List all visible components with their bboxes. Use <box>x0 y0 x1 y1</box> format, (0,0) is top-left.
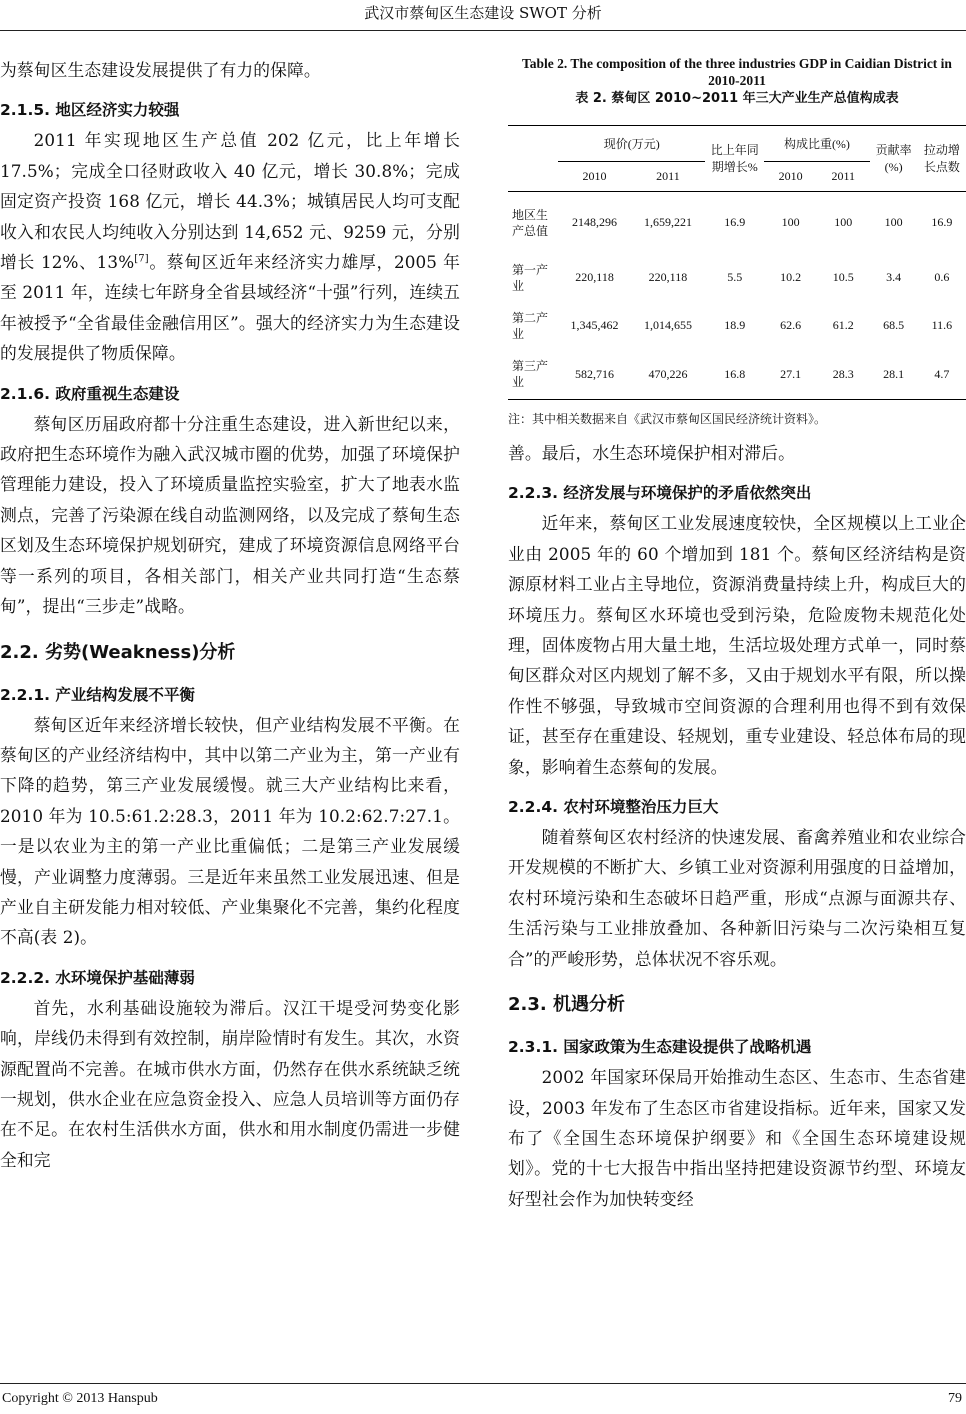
heading-2-3: 2.3. 机遇分析 <box>508 994 625 1016</box>
cell-contribution: 3.4 <box>886 270 902 284</box>
gdp-table <box>508 125 966 400</box>
table-row <box>508 302 966 350</box>
cell-2011: 1,659,221 <box>631 192 706 254</box>
cell-share-2010: 62.6 <box>780 318 802 332</box>
paragraph-continued: 为蔡甸区生态建设发展提供了有力的保障。 <box>0 60 321 80</box>
row-label: 第一产业 <box>512 262 549 293</box>
copyright: Copyright © 2013 Hanspub <box>2 1391 158 1406</box>
cell-share-2011: 61.2 <box>832 318 854 332</box>
cell-yoy: 16.9 <box>705 192 764 254</box>
table-row <box>508 192 966 254</box>
row-label: 第二产业 <box>512 310 549 341</box>
cell-yoy: 16.8 <box>705 350 764 400</box>
header-2011: 2011 <box>656 169 680 183</box>
header-contribution: 贡献率(%) <box>870 126 918 192</box>
footer-rule <box>0 1383 966 1384</box>
cell-pull: 11.6 <box>931 318 953 332</box>
paragraph-2-3-1: 2002 年国家环保局开始推动生态区、生态市、生态省建设，2003 年发布了生态区市省建设指标。近年来，国家又发布了《全国生态环境保护纲要》和《全国生态环境建设规划》。党的十七大报告中指出坚持把建设资源节约型、环境友好型社会作为加快转变经 <box>508 1067 966 1209</box>
heading-2-2: 2.2. 劣势(Weakness)分析 <box>0 641 236 663</box>
heading-2-1-6: 2.1.6. 政府重视生态建设 <box>0 384 180 403</box>
header-share-2010: 2010 <box>778 169 803 183</box>
cell-share-2011: 10.5 <box>832 270 854 284</box>
cell-2011: 220,118 <box>648 270 688 284</box>
header-2010: 2010 <box>582 169 607 183</box>
right-column <box>508 55 966 1214</box>
header-current-price: 现价(万元) <box>558 126 705 162</box>
paragraph-2-1-5-part-b: 。蔡甸区近年来经济实力雄厚，2005 年至 2011 年，连续七年跻身全省县域经济“十强”行列，连续五年被授予“全省最佳金融信用区”。强大的经济实力为生态建设的发展提供了物质保障。 <box>0 252 460 364</box>
paragraph-2-2-2: 首先，水利基础设施较为滞后。汉江干堤受河势变化影响，岸线仍未得到有效控制，崩岸险情时有发生。其次，水资源配置尚不完善。在城市供水方面，仍然存在供水系统缺乏统一规划，供水企业在应急资金投入、应急人员培训等方面仍存在不足。在农村生活供水方面，供水和用水制度仍需进一步健全和完 <box>0 997 460 1170</box>
running-head: 武汉市蔡甸区生态建设 SWOT 分析 <box>364 4 602 22</box>
cell-share-2010: 100 <box>764 192 817 254</box>
heading-2-1-5: 2.1.5. 地区经济实力较强 <box>0 101 180 120</box>
paragraph-continued: 善。最后，水生态环境保护相对滞后。 <box>508 443 795 463</box>
heading-2-2-2: 2.2.2. 水环境保护基础薄弱 <box>0 968 195 987</box>
table-row <box>508 350 966 400</box>
cell-contribution: 68.5 <box>883 318 905 332</box>
page-number: 79 <box>948 1391 962 1406</box>
citation-ref[interactable]: [7] <box>134 253 149 265</box>
cell-2010: 1,345,462 <box>570 318 619 332</box>
paragraph-2-1-5 <box>0 125 460 368</box>
cell-contribution: 100 <box>870 192 918 254</box>
row-label: 地区生产总值 <box>508 192 558 254</box>
cell-pull: 0.6 <box>934 270 950 284</box>
cell-pull: 16.9 <box>918 192 966 254</box>
paragraph-2-2-3: 近年来，蔡甸区工业发展速度较快，全区规模以上工业企业由 2005 年的 60 个增加到 181 个。蔡甸区经济结构是资源原材料工业占主导地位，资源消费量持续上升，构成巨大的环境压力。蔡甸区水环境也受到污染，危险废物未规范化处理，固体废物占用大量土地，生活垃圾处理方式单一，同时蔡甸区群众对区内规划了解不多，又由于规划水平有限，所以操作性不够强，导致城市空间资源的合理利用也得不到有效保证，甚至存在重建设、轻规划，重专业建设、轻总体布局的现象，影响着生态蔡甸的发展。 <box>508 513 966 777</box>
row-label: 第三产业 <box>508 350 558 400</box>
paragraph-2-1-6: 蔡甸区历届政府都十分注重生态建设，进入新世纪以来，政府把生态环境作为融入武汉城市圈的优势，加强了环境保护管理能力建设，投入了环境质量监控实验室，扩大了地表水监测点，完善了污染源在线自动监测网络，以及完成了蔡甸生态区划及生态环境保护规划研究，建成了环境资源信息网络平台等一系列的项目，各相关部门，相关产业共同打造“生态蔡甸”，提出“三步走”战略。 <box>0 413 460 617</box>
cell-pull: 4.7 <box>918 350 966 400</box>
cell-share-2010: 27.1 <box>764 350 817 400</box>
paragraph-2-2-1: 蔡甸区近年来经济增长较快，但产业结构发展不平衡。在蔡甸区的产业经济结构中，其中以第二产业为主，第一产业有下降的趋势，第三产业发展缓慢。就三大产业结构比来看，2010 年为 10.5:61.2:28.3，2011 年为 10.2:62.7:27.1。一是以农业为主的第一产业比重偏低；二是第三产业发展缓慢，产业调整力度薄弱。三是近年来虽然工业发展迅速、但是产业自主研发能力相对较低、产业集聚化不完善，集约化程度不高(表 2)。 <box>0 714 460 948</box>
heading-2-2-1: 2.2.1. 产业结构发展不平衡 <box>0 685 195 704</box>
cell-2011: 1,014,655 <box>643 318 692 332</box>
header-share-2011: 2011 <box>831 169 855 183</box>
cell-2010: 582,716 <box>558 350 630 400</box>
heading-2-2-3: 2.2.3. 经济发展与环境保护的矛盾依然突出 <box>508 484 812 503</box>
header-rule <box>0 30 966 31</box>
paragraph-2-1-5-part-a: 2011 年实现地区生产总值 202 亿元，比上年增长 17.5%；完成全口径财政收入 40 亿元，增长 30.8%；完成固定资产投资 168 亿元，增长 44.3%；城镇居民人均可支配收入和农民人均纯收入分别达到 14,652 元、9259 元，分别增长 12%、13% <box>0 130 460 273</box>
paragraph-2-2-4: 随着蔡甸区农村经济的快速发展、畜禽养殖业和农业综合开发规模的不断扩大、乡镇工业对资源利用强度的日益增加，农村环境污染和生态破坏日趋严重，形成“点源与面源共存、生活污染与工业排放叠加、各种新旧污染与二次污染相互复合”的严峻形势，总体状况不容乐观。 <box>508 827 966 969</box>
cell-yoy: 5.5 <box>727 270 743 284</box>
table-note: 注：其中相关数据来自《武汉市蔡甸区国民经济统计资料》。 <box>508 412 827 426</box>
heading-2-2-4: 2.2.4. 农村环境整治压力巨大 <box>508 798 719 817</box>
cell-2010: 220,118 <box>575 270 614 284</box>
table-row <box>508 254 966 302</box>
header-share: 构成比重(%) <box>764 126 869 162</box>
cell-share-2011: 28.3 <box>817 350 870 400</box>
left-column <box>0 55 460 1175</box>
cell-2010: 2148,296 <box>558 192 630 254</box>
cell-yoy: 18.9 <box>724 318 746 332</box>
header-yoy-growth: 比上年同期增长% <box>705 126 764 192</box>
table-caption-zh: 表 2. 蔡甸区 2010~2011 年三大产业生产总值构成表 <box>575 91 899 106</box>
cell-contribution: 28.1 <box>870 350 918 400</box>
cell-share-2011: 100 <box>817 192 870 254</box>
table-caption-en: Table 2. The composition of the three industries GDP in Caidian District in 2010-2011 <box>522 56 952 88</box>
cell-share-2010: 10.2 <box>780 270 802 284</box>
header-pull-growth: 拉动增长点数 <box>918 126 966 192</box>
heading-2-3-1: 2.3.1. 国家政策为生态建设提供了战略机遇 <box>508 1038 812 1057</box>
cell-2011: 470,226 <box>631 350 706 400</box>
